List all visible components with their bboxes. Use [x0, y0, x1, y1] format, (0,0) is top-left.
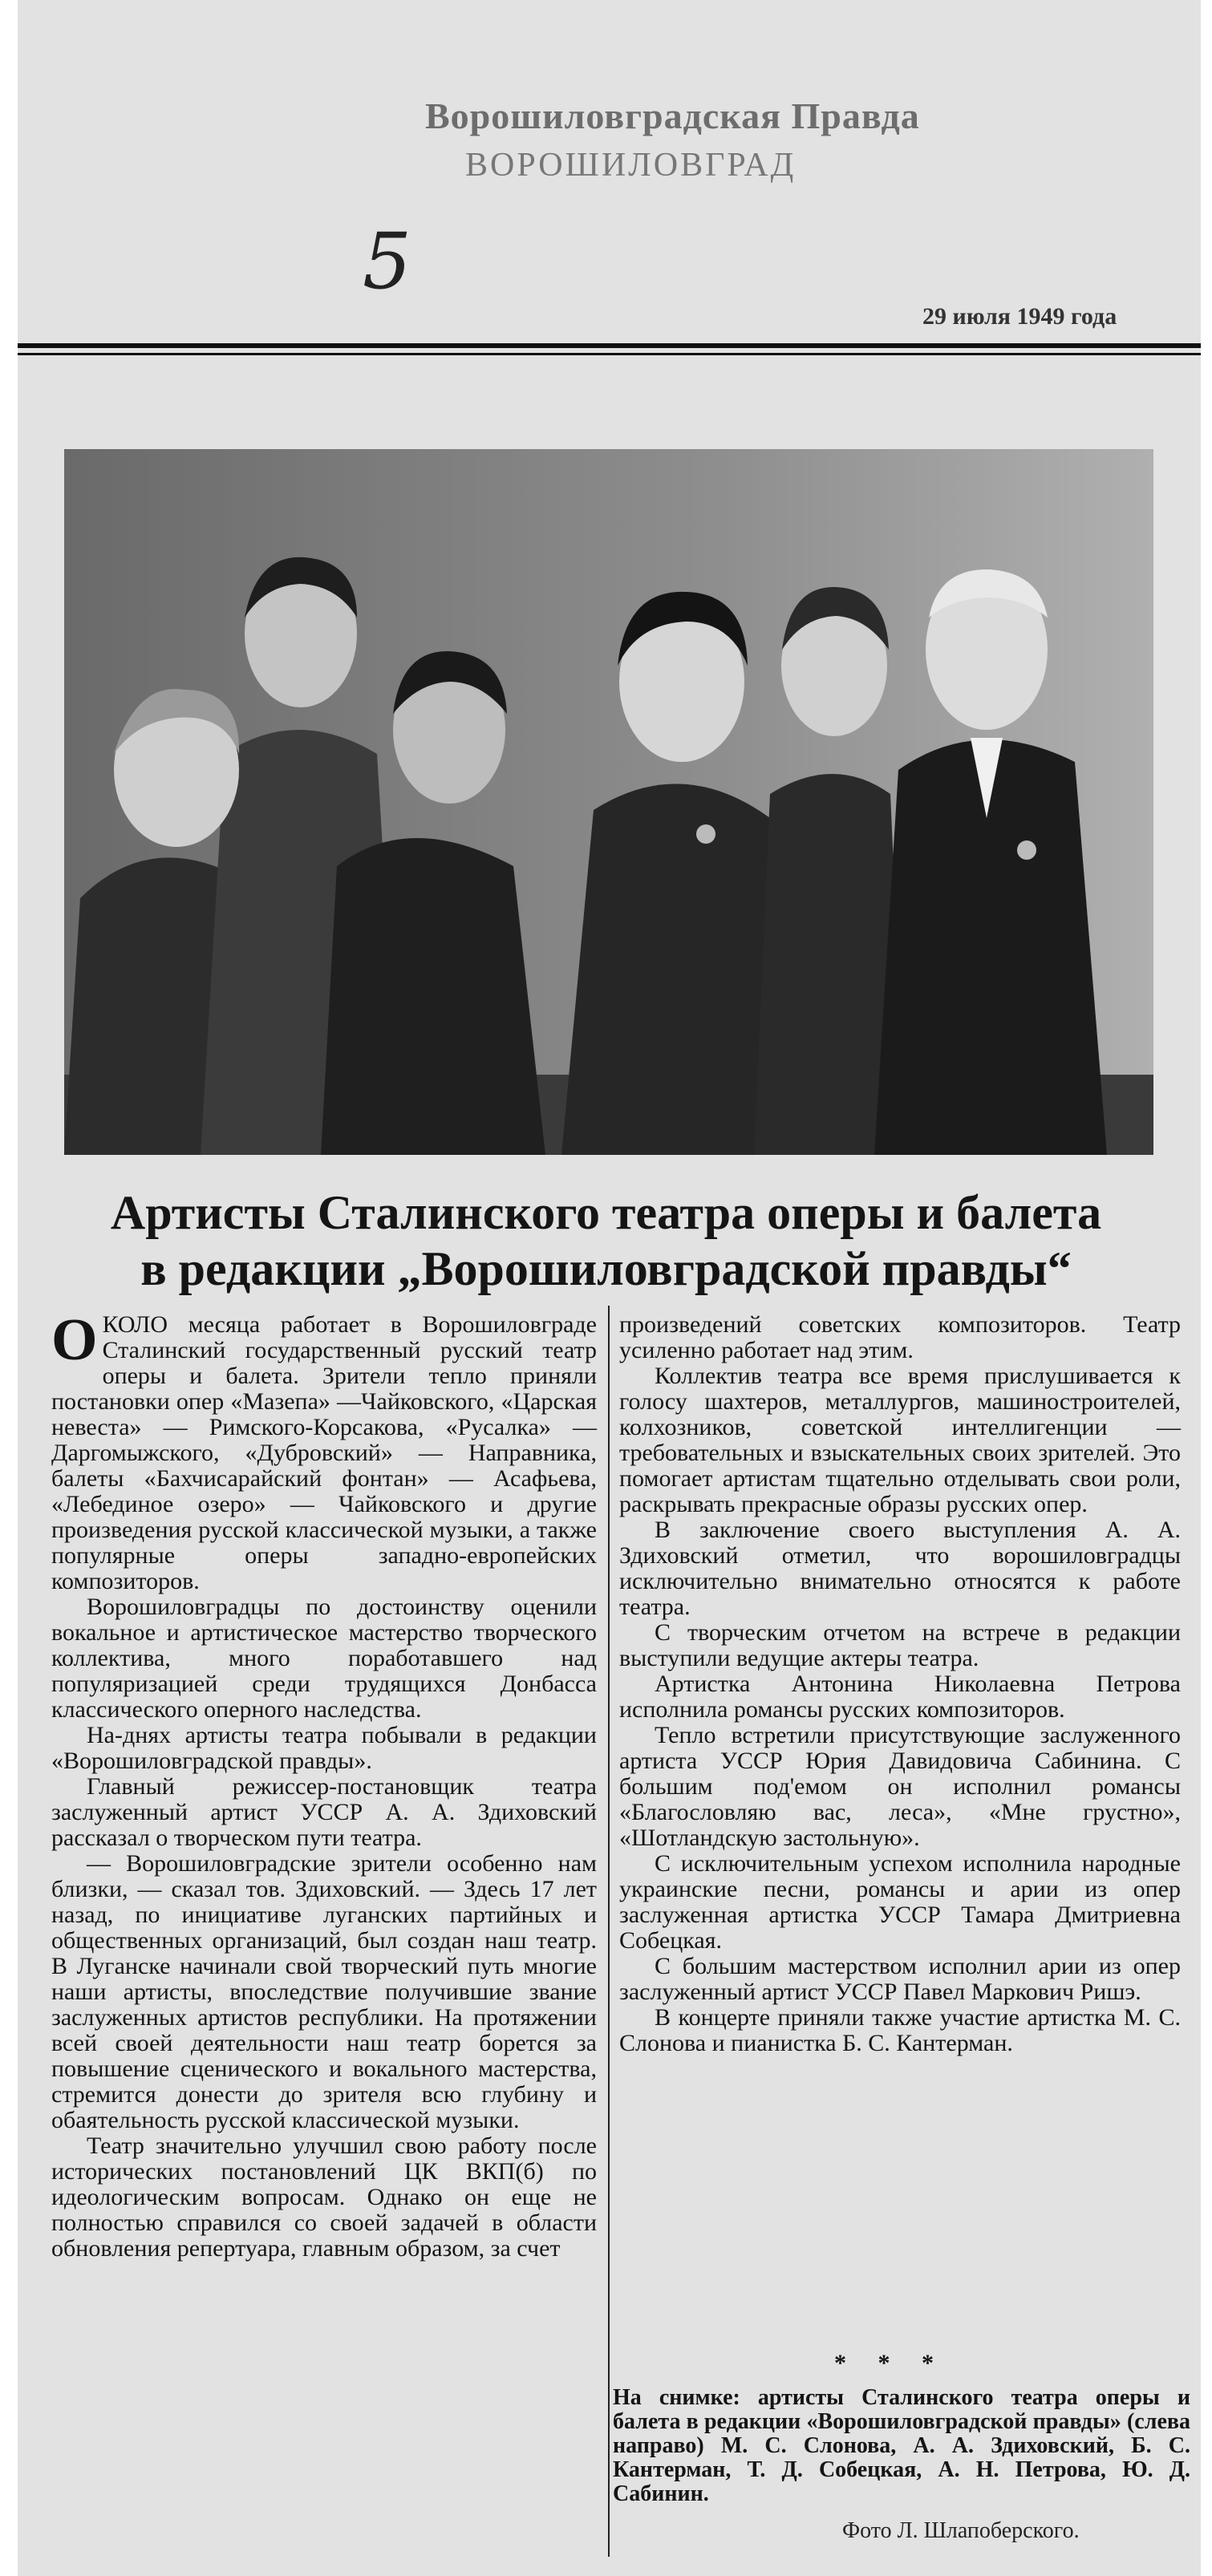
paragraph-7: произведений советских композиторов. Театр усиленно работает над этим. [619, 1311, 1181, 1363]
paragraph-9: В заключение своего выступления А. А. Здиховский отметил, что ворошиловградцы исключительно внимательно относятся к работе театра. [619, 1517, 1181, 1620]
section-separator: * * * [834, 2350, 946, 2376]
paragraph-13: С исключительным успехом исполнила народные украинские песни, романсы и арии из опер заслуженная артистка УССР Тамара Дмитриевна Собецкая. [619, 1850, 1181, 1954]
article-right-column [619, 1312, 1181, 2056]
photograph-of-six-artists-icon [64, 449, 1153, 1155]
group-photo [64, 449, 1153, 1155]
paragraph-6: Театр значительно улучшил свою работу после исторических постановлений ЦК ВКП(б) по идеологическим вопросам. Однако он еще не полностью справился со своей задачей в области обновления репертуара, главным образом, за счет [51, 2132, 597, 2262]
article-left-column [51, 1307, 597, 2262]
masthead-rule-bottom [18, 353, 1201, 355]
newspaper-city: ВОРОШИЛОВГРАД [465, 147, 797, 184]
photo-credit: Фото Л. Шлапоберского. [842, 2518, 1080, 2543]
paragraph-14: С большим мастерством исполнил арии из опер заслуженный артист УССР Павел Маркович Ришэ. [619, 1953, 1181, 2005]
article-headline-line2: в редакции „Ворошиловградской правды“ [140, 1242, 1072, 1295]
newspaper-name: Ворошиловградская Правда [425, 95, 920, 136]
masthead-rule-top [18, 343, 1201, 348]
article-headline-line1: Артисты Сталинского театра оперы и балета [110, 1186, 1102, 1239]
paragraph-15: В концерте приняли также участие артистка М. С. Слонова и пианистка Б. С. Кантерман. [619, 2004, 1181, 2056]
paragraph-10: С творческим отчетом на встрече в редакции выступили ведущие актеры театра. [619, 1619, 1181, 1671]
column-divider [608, 1306, 610, 2557]
issue-date: 29 июля 1949 года [922, 303, 1117, 330]
paragraph-12: Тепло встретили присутствующие заслуженного артиста УССР Юрия Давидовича Сабинина. С большим под'емом он исполнил романсы «Благословляю вас, леса», «Мне грустно», «Шотландскую застольную». [619, 1722, 1181, 1851]
paragraph-4: Главный режиссер-постановщик театра заслуженный артист УССР А. А. Здиховский рассказал о творческом пути театра. [51, 1773, 597, 1851]
handwritten-number: 5 [363, 217, 412, 306]
photo-caption: На снимке: артисты Сталинского театра оперы и балета в редакции «Ворошиловградской правды» (слева направо) М. С. Слонова, А. А. Здиховский, Б. С. Кантерман, Т. Д. Собецкая, А. Н. Петрова, Ю. Д. Сабинин. [613, 2385, 1190, 2506]
paragraph-1: ОКОЛО месяца работает в Ворошиловграде Сталинский государственный русский театр оперы и балета. Зрители тепло приняли постановки опер «Мазепа» —Чайковского, «Царская невеста» — Римского-Корсакова, «Русалка» — Даргомыжского, «Дубровский» — Направника, балеты «Бахчисарайский фонтан» — Асафьева, «Лебединое озеро» — Чайковского и другие произведения русской классической музыки, а также популярные оперы западно-европейских композиторов. [51, 1307, 597, 1594]
paragraph-11: Артистка Антонина Николаевна Петрова исполнила романсы русских композиторов. [619, 1671, 1181, 1723]
paragraph-8: Коллектив театра все время прислушивается к голосу шахтеров, металлургов, машиностроителей, колхозников, советской интеллигенции — требовательных и взыскательных своих зрителей. Это помогает артистам тщательно отделывать свои роли, раскрывать прекрасные образы русских опер. [619, 1363, 1181, 1517]
paragraph-2: Ворошиловградцы по достоинству оценили вокальное и артистическое мастерство творческого коллектива, много поработавшего над популяризацией среди трудящихся Донбасса классического оперного наследства. [51, 1594, 597, 1723]
paragraph-3: На-днях артисты театра побывали в редакции «Ворошиловградской правды». [51, 1722, 597, 1774]
paragraph-5: — Ворошиловградские зрители особенно нам близки, — сказал тов. Здиховский. — Здесь 17 лет назад, по инициативе луганских партийных и общественных организаций, был создан наш театр. В Луганске начинали свой творческий путь многие наши артисты, впоследствие получившие звание заслуженных артистов республики. На протяжении всей своей деятельности наш театр борется за повышение сценического и вокального мастерства, стремится донести до зрителя всю глубину и обаятельность русской классической музыки. [51, 1850, 597, 2133]
drop-cap: О [51, 1307, 98, 1373]
